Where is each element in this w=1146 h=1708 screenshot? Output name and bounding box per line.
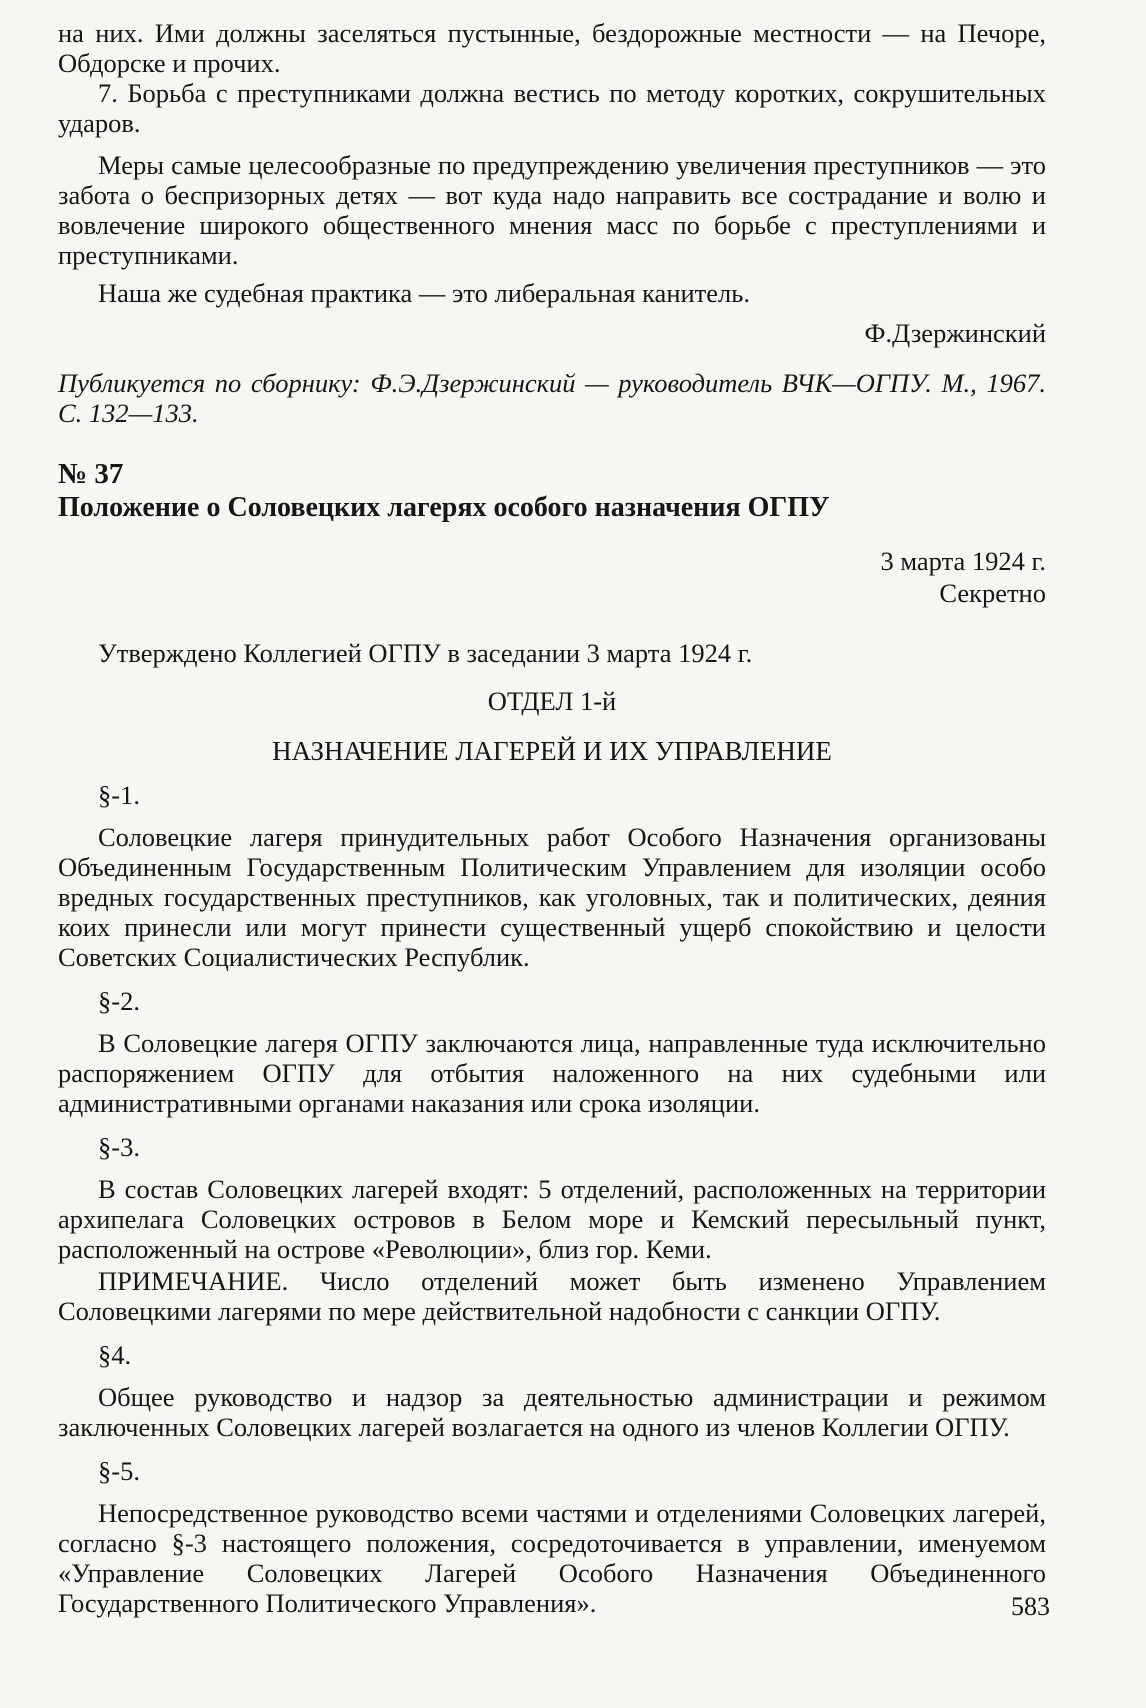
document-number: № 37: [58, 458, 124, 490]
judicial-practice-line: Наша же судебная практика — это либеральная канитель.: [98, 278, 750, 308]
document-title: Положение о Соловецких лагерях особого назначения ОГПУ: [58, 492, 830, 523]
paragraph-mark-3: §-3.: [98, 1132, 140, 1162]
paragraph-text-4: Общее руководство и надзор за деятельностью администрации и режимом заключенных Соловецких лагерей возлагается на одного из членов Коллегии ОГПУ.: [58, 1382, 1046, 1442]
paragraph-mark-2: §-2.: [98, 986, 140, 1016]
paragraph-text-1: Соловецкие лагеря принудительных работ Особого Назначения организованы Объединенным Государственным Политическим Управлением для изоляции особо вредных государственных преступников, как уголовных, так и политических, деяния коих принесли или могут принести существенный ущерб спокойствию и целости Советских Социалистических Республик.: [58, 822, 1046, 972]
measures-paragraph: Меры самые целесообразные по предупреждению увеличения преступников — это забота о беспризорных детях — вот куда надо направить все сострадание и волю и вовлечение широкого общественного мнения масс по борьбе с преступлениями и преступниками.: [58, 150, 1046, 270]
signature-dzerzhinsky: Ф.Дзержинский: [864, 318, 1046, 348]
paragraph-text-5: Непосредственное руководство всеми частями и отделениями Соловецких лагерей, согласно §-3 настоящего положения, сосредоточивается в управлении, именуемом «Управление Соловецких Лагерей Особого Назначения Объединенного Государственного Политического Управления».: [58, 1498, 1046, 1618]
page-number: 583: [1011, 1592, 1050, 1621]
secrecy-stamp: Секретно: [939, 578, 1046, 608]
document-date: 3 марта 1924 г.: [880, 546, 1046, 576]
text-line-pechora: на них. Ими должны заселяться пустынные, бездорожные местности — на Печоре, Обдорске и прочих.: [58, 18, 1046, 78]
paragraph-mark-4: §4.: [98, 1340, 132, 1370]
paragraph-mark-1: §-1.: [98, 780, 140, 810]
item-7: 7. Борьба с преступниками должна вестись по методу коротких, сокрушительных ударов.: [58, 78, 1046, 138]
approval-line: Утверждено Коллегией ОГПУ в заседании 3 марта 1924 г.: [98, 638, 753, 668]
section-title: НАЗНАЧЕНИЕ ЛАГЕРЕЙ И ИХ УПРАВЛЕНИЕ: [272, 736, 832, 766]
document-page: [58, 18, 1046, 1618]
source-note: Публикуется по сборнику: Ф.Э.Дзержинский — руководитель ВЧК—ОГПУ. М., 1967. С. 132—133.: [58, 368, 1046, 428]
paragraph-text-2: В Соловецкие лагеря ОГПУ заключаются лица, направленные туда исключительно распоряжением ОГПУ для отбытия наложенного на них судебными или административными органами наказания или срока изоляции.: [58, 1028, 1046, 1118]
paragraph-note-3: ПРИМЕЧАНИЕ. Число отделений может быть изменено Управлением Соловецкими лагерями по мере действительной надобности с санкции ОГПУ.: [58, 1266, 1046, 1326]
paragraph-text-3: В состав Соловецких лагерей входят: 5 отделений, расположенных на территории архипелага Соловецких островов в Белом море и Кемский пересыльный пункт, расположенный на острове «Революции», близ гор. Кеми.: [58, 1174, 1046, 1264]
section-heading: ОТДЕЛ 1-й: [487, 686, 617, 716]
paragraph-mark-5: §-5.: [98, 1456, 140, 1486]
